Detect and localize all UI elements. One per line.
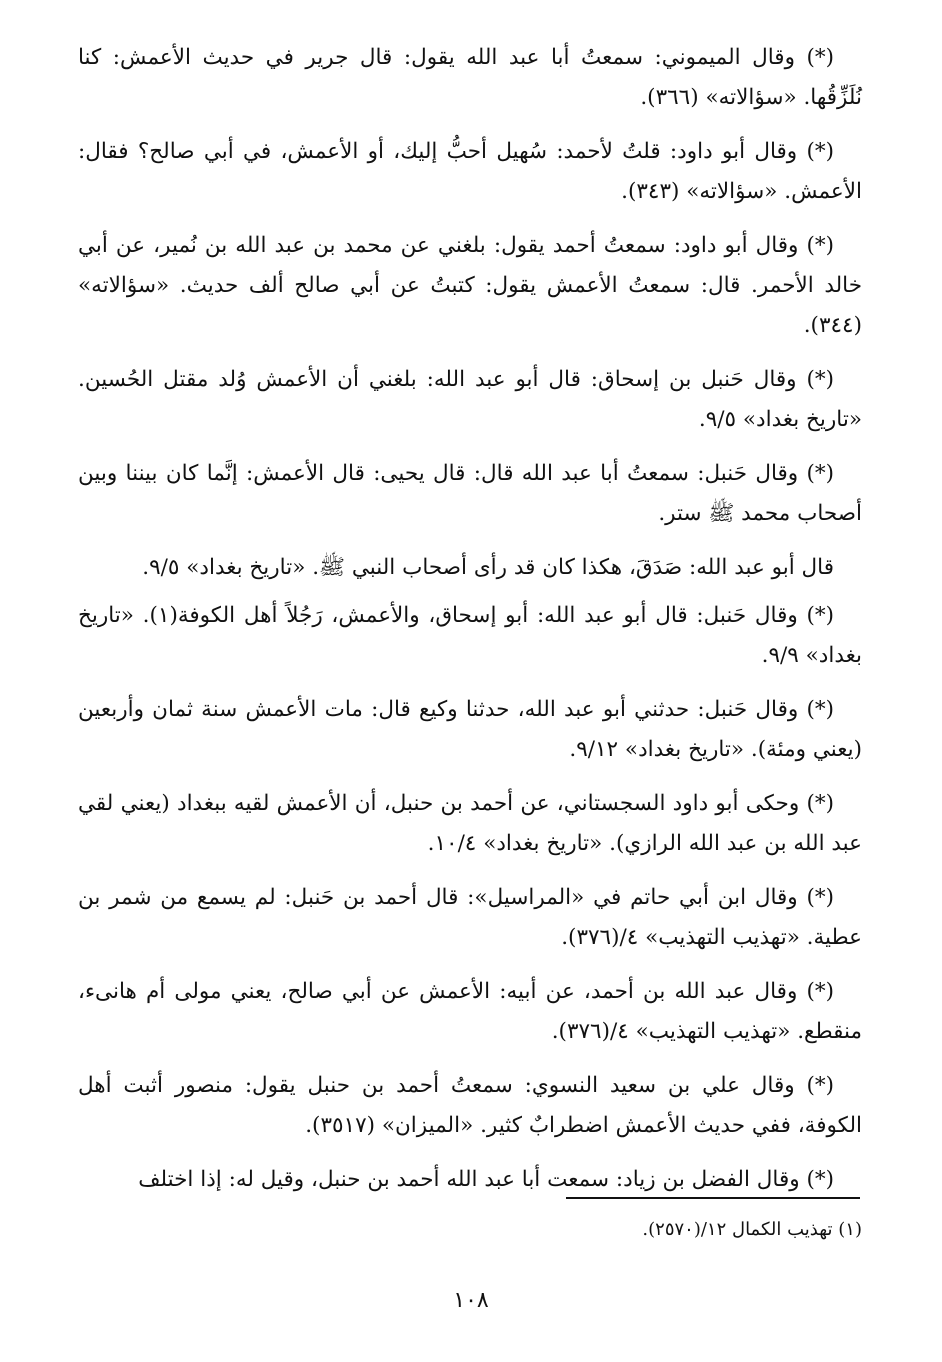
paragraph-10: (*) وقال ابن أبي حاتم في «المراسيل»: قال أحمد بن حَنبل: لم يسمع من شمر بن عطية. «تهذيب التهذيب» ٤/(٣٧٦). <box>78 885 862 950</box>
footnote: (١) تهذيب الكمال ١٢/(٢٥٧٠). <box>642 1219 862 1240</box>
paragraph-1: (*) وقال الميموني: سمعتُ أبا عبد الله يقول: قال جرير في حديث الأعمش: كنا نُلَزِّقُها. «سؤالاته» (٣٦٦). <box>78 45 862 110</box>
paragraph-8: (*) وقال حَنبل: حدثني أبو عبد الله، حدثنا وكيع قال: مات الأعمش سنة ثمان وأربعين (يعني ومئة). «تاريخ بغداد» ٩/١٢. <box>78 697 862 762</box>
paragraph-9: (*) وحكى أبو داود السجستاني، عن أحمد بن حنبل، أن الأعمش لقيه ببغداد (يعني لقي عبد الله بن عبد الله الرازي). «تاريخ بغداد» ١٠/٤. <box>78 791 862 856</box>
paragraph-3: (*) وقال أبو داود: سمعتُ أحمد يقول: بلغني عن محمد بن عبد الله بن نُمير، عن أبي خالد الأحمر. قال: سمعتُ الأعمش يقول: كتبتُ عن أبي صالح ألف حديث. «سؤالاته» (٣٤٤). <box>78 233 862 338</box>
paragraph-12: (*) وقال علي بن سعيد النسوي: سمعتُ أحمد بن حنبل يقول: منصور أثبت أهل الكوفة، ففي حديث الأعمش اضطرابٌ كثير. «الميزان» (٣٥١٧). <box>78 1073 862 1138</box>
paragraph-4: (*) وقال حَنبل بن إسحاق: قال أبو عبد الله: بلغني أن الأعمش وُلد مقتل الحُسين. «تاريخ بغداد» ٩/٥. <box>78 367 862 432</box>
paragraph-6: قال أبو عبد الله: صَدَقَ، هكذا كان قد رأى أصحاب النبي ﷺ. «تاريخ بغداد» ٩/٥. <box>142 555 834 580</box>
paragraph-13: (*) وقال الفضل بن زياد: سمعت أبا عبد الله أحمد بن حنبل، وقيل له: إذا اختلف <box>138 1167 834 1192</box>
footnote-divider <box>566 1197 860 1199</box>
main-text <box>78 38 862 1214</box>
paragraph-5: (*) وقال حَنبل: سمعتُ أبا عبد الله قال: قال يحيى: قال الأعمش: إنَّما كان بيننا وبين أصحاب محمد ﷺ ستر. <box>78 461 862 526</box>
page-number: ١٠٨ <box>453 1288 489 1313</box>
paragraph-11: (*) وقال عبد الله بن أحمد، عن أبيه: الأعمش عن أبي صالح، يعني مولى أم هانىء، منقطع. «تهذيب التهذيب» ٤/(٣٧٦). <box>78 979 862 1044</box>
paragraph-7: (*) وقال حَنبل: قال أبو عبد الله: أبو إسحاق، والأعمش، رَجُلاً أهل الكوفة(١). «تاريخ بغداد» ٩/٩. <box>78 603 862 668</box>
paragraph-2: (*) وقال أبو داود: قلتُ لأحمد: سُهيل أحبُّ إليك، أو الأعمش، في أبي صالح؟ فقال: الأعمش. «سؤالاته» (٣٤٣). <box>78 139 862 204</box>
